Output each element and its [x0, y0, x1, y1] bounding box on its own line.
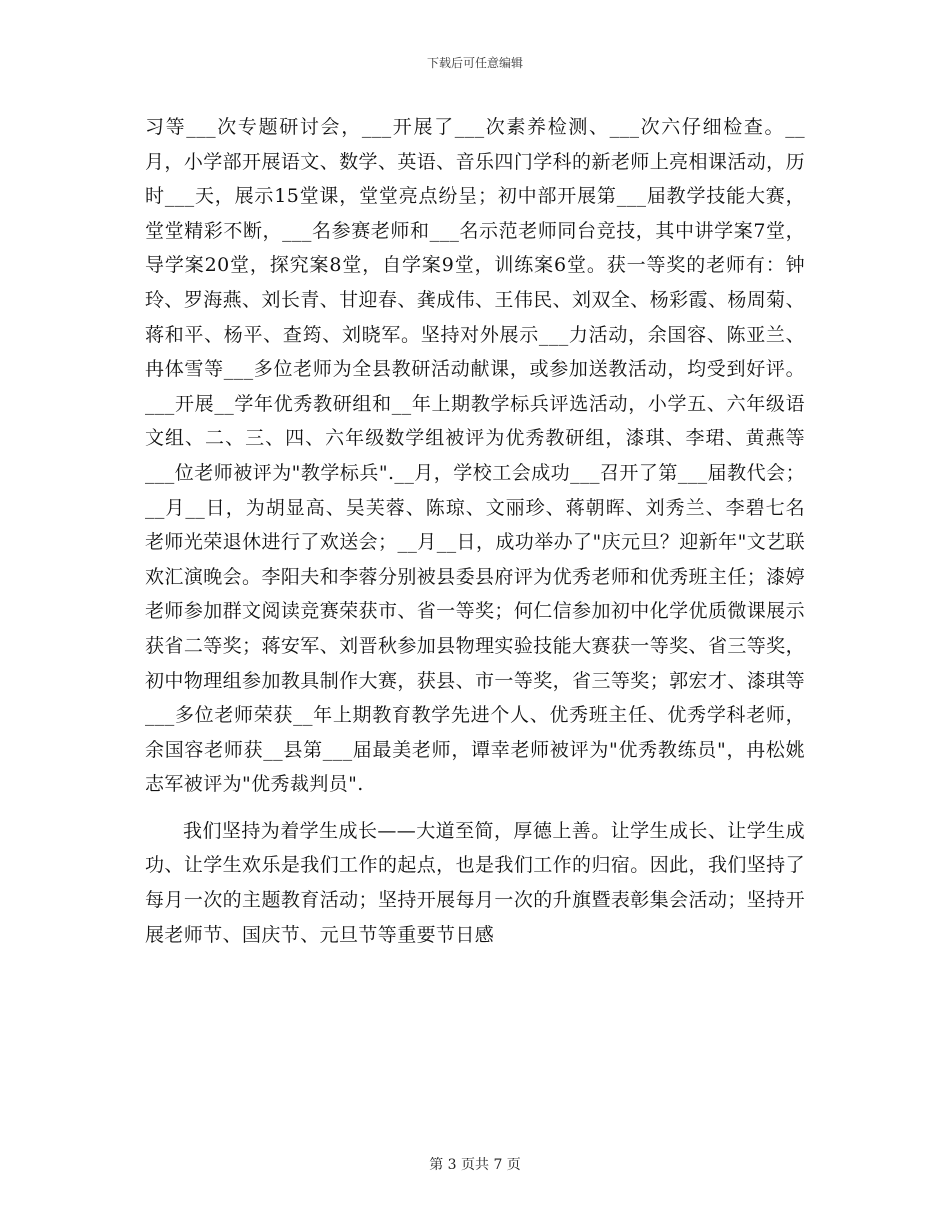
page-footer: 第 3 页共 7 页: [429, 1157, 521, 1173]
paragraph-1: 习等___次专题研讨会，___开展了___次素养检测、___次六仔细检查。__月，小学部开展语文、数学、英语、音乐四门学科的新老师上亮相课活动，历时___天，展示15堂课，堂堂亮点纷呈；初中部开展第___届教学技能大赛，堂堂精彩不断，___名参赛老师和___名示范老师同台竞技，其中讲学案7堂，导学案20堂，探究案8堂，自学案9堂，训练案6堂。获一等奖的老师有：钟玲、罗海燕、刘长青、甘迎春、龚成伟、王伟民、刘双全、杨彩霞、杨周菊、蒋和平、杨平、查筠、刘晓军。坚持对外展示___力活动，余国容、陈亚兰、冉体雪等___多位老师为全县教研活动献课，或参加送教活动，均受到好评。___开展__学年优秀教研组和__年上期教学标兵评选活动，小学五、六年级语文组、二、三、四、六年级数学组被评为优秀教研组，漆琪、李珺、黄燕等___位老师被评为"教学标兵".__月，学校工会成功___召开了第___届教代会；__月__日，为胡显高、吴芙蓉、陈琼、文丽珍、蒋朝晖、刘秀兰、李碧七名老师光荣退休进行了欢送会；__月__日，成功举办了"庆元旦？迎新年"文艺联欢汇演晚会。李阳夫和李蓉分别被县委县府评为优秀老师和优秀班主任；漆婷老师参加群文阅读竞赛荣获市、省一等奖；何仁信参加初中化学优质微课展示获省二等奖；蒋安军、刘晋秋参加县物理实验技能大赛获一等奖、省三等奖，初中物理组参加教具制作大赛，获县、市一等奖，省三等奖；郭宏才、漆琪等___多位老师荣获__年上期教育教学先进个人、优秀班主任、优秀学科老师，余国容老师获__县第___届最美老师，谭幸老师被评为"优秀教练员"，冉松姚志军被评为"优秀裁判员".: [145, 116, 805, 796]
page-header: 下载后可任意编辑: [426, 56, 523, 70]
document-body: [145, 110, 805, 952]
paragraph-2: 我们坚持为着学生成长——大道至简，厚德上善。让学生成长、让学生成功、让学生欢乐是我们工作的起点，也是我们工作的归宿。因此，我们坚持了每月一次的主题教育活动；坚持开展每月一次的升旗暨表彰集会活动；坚持开展老师节、国庆节、元旦节等重要节日感: [145, 819, 805, 946]
